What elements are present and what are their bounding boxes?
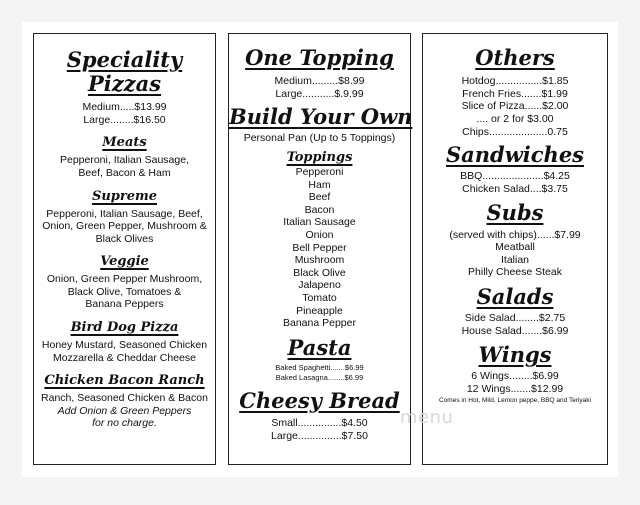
bird-dog-desc-2: Mozzarella & Cheddar Cheese bbox=[53, 351, 196, 364]
topping-item: Ham bbox=[308, 178, 331, 191]
topping-item: Onion bbox=[305, 228, 334, 241]
topping-item: Tomato bbox=[302, 291, 337, 304]
others-heading: Others bbox=[475, 45, 555, 70]
sandwich-item: Chicken Salad....$3.75 bbox=[462, 182, 568, 195]
cbr-note-2: for no charge. bbox=[92, 417, 157, 430]
pasta-item-lasagna: Baked Lasagna........$6.99 bbox=[275, 372, 364, 382]
speciality-price-medium: Medium.....$13.99 bbox=[82, 101, 167, 114]
meats-desc-2: Beef, Bacon & Ham bbox=[78, 167, 171, 179]
bird-dog-desc-1: Honey Mustard, Seasoned Chicken bbox=[41, 338, 208, 351]
topping-item: Black Olive bbox=[293, 266, 346, 279]
cheesy-bread-heading: Cheesy Bread bbox=[239, 387, 400, 413]
topping-item: Bacon bbox=[304, 203, 335, 216]
supreme-desc-1: Pepperoni, Italian Sausage, Beef, bbox=[46, 207, 203, 220]
others-item: Chips....................0.75 bbox=[462, 125, 568, 138]
others-item: French Fries.......$1.99 bbox=[462, 87, 568, 100]
topping-item: Mushroom bbox=[294, 254, 345, 267]
salads-heading: Salads bbox=[476, 283, 554, 309]
wings-item: 6 Wings........$6.99 bbox=[471, 370, 559, 383]
cbr-note-1: Add Onion & Green Peppers bbox=[57, 404, 192, 417]
watermark: menu bbox=[400, 407, 454, 428]
one-topping-price-medium: Medium.........$8.99 bbox=[274, 75, 365, 88]
topping-item: Pepperoni bbox=[295, 166, 344, 178]
menu-sheet bbox=[22, 22, 618, 477]
topping-item: Italian Sausage bbox=[283, 216, 356, 229]
menu-column-others bbox=[422, 33, 608, 465]
menu-column-speciality bbox=[33, 33, 216, 465]
subs-item: (served with chips)......$7.99 bbox=[449, 228, 581, 241]
one-topping-heading: One Topping bbox=[245, 45, 394, 70]
sandwich-item: BBQ.....................$4.25 bbox=[460, 170, 570, 183]
menu-column-build bbox=[228, 33, 411, 465]
salad-item: House Salad.......$6.99 bbox=[461, 324, 569, 337]
veggie-desc-2: Black Olive, Tomatoes & bbox=[67, 285, 182, 298]
others-item: Slice of Pizza......$2.00 bbox=[461, 100, 569, 113]
others-item: .... or 2 for $3.00 bbox=[476, 112, 554, 125]
supreme-desc-2: Onion, Green Pepper, Mushroom & bbox=[42, 220, 207, 233]
toppings-heading: Toppings bbox=[286, 150, 353, 166]
meats-heading: Meats bbox=[102, 135, 147, 151]
veggie-desc-1: Onion, Green Pepper Mushroom, bbox=[46, 273, 203, 286]
topping-item: Beef bbox=[308, 191, 331, 204]
sandwiches-heading: Sandwiches bbox=[445, 142, 585, 168]
cheesy-price-small: Small...............$4.50 bbox=[271, 417, 368, 429]
speciality-pizzas-heading: Speciality Pizzas bbox=[66, 47, 183, 97]
topping-item: Bell Pepper bbox=[292, 241, 347, 254]
speciality-price-large: Large........$16.50 bbox=[83, 113, 166, 126]
subs-item: Italian bbox=[500, 253, 530, 266]
meats-desc-1: Pepperoni, Italian Sausage, bbox=[59, 154, 189, 167]
veggie-heading: Veggie bbox=[100, 254, 149, 270]
wings-item: 12 Wings.......$12.99 bbox=[466, 383, 564, 396]
pasta-item-spaghetti: Baked Spaghetti.......$6.99 bbox=[275, 362, 364, 372]
wings-flavors-note: Comes in Hot, Mild, Lemon peppe, BBQ and Teriyaki bbox=[439, 396, 591, 404]
one-topping-price-large: Large...........$.9.99 bbox=[275, 87, 364, 100]
supreme-desc-3: Black Olives bbox=[95, 232, 154, 245]
bird-dog-heading: Bird Dog Pizza bbox=[70, 320, 179, 336]
build-your-own-desc: Personal Pan (Up to 5 Toppings) bbox=[243, 132, 396, 145]
build-your-own-heading: Build Your Own bbox=[229, 104, 413, 130]
topping-item: Banana Pepper bbox=[283, 317, 356, 330]
topping-item: Pineapple bbox=[296, 304, 343, 317]
supreme-heading: Supreme bbox=[91, 188, 158, 204]
chicken-bacon-ranch-heading: Chicken Bacon Ranch bbox=[44, 373, 205, 389]
cbr-desc: Ranch, Seasoned Chicken & Bacon bbox=[41, 392, 208, 405]
topping-item: Jalapeno bbox=[298, 279, 341, 292]
subs-heading: Subs bbox=[486, 200, 544, 226]
subs-item: Meatball bbox=[495, 241, 535, 254]
others-item: Hotdog................$1.85 bbox=[461, 75, 569, 88]
veggie-desc-3: Banana Peppers bbox=[85, 298, 164, 311]
subs-item: Philly Cheese Steak bbox=[468, 266, 562, 279]
cheesy-price-large: Large...............$7.50 bbox=[271, 429, 368, 442]
wings-heading: Wings bbox=[478, 342, 552, 368]
salad-item: Side Salad........$2.75 bbox=[464, 312, 566, 325]
pasta-heading: Pasta bbox=[287, 334, 352, 360]
